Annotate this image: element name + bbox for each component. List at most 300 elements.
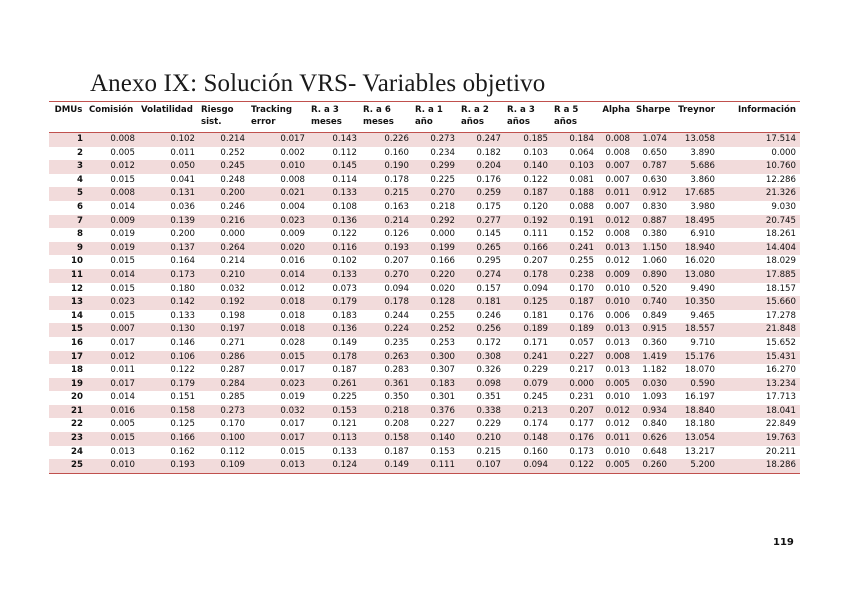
table-cell: 0.260 (634, 459, 671, 473)
table-cell: 0.000 (220, 229, 245, 240)
table-cell: 0.010 (605, 392, 630, 403)
table-cell: 9.465 (690, 310, 715, 321)
table-cell: 0.192 (199, 296, 249, 310)
table-cell: 20.745 (719, 215, 800, 229)
table-cell: 0.013 (605, 365, 630, 376)
table-cell: 0.376 (413, 405, 459, 419)
table-cell: 0.274 (459, 269, 505, 283)
table-cell: 0.176 (569, 310, 594, 321)
table-cell: 0.094 (384, 283, 409, 294)
table-cell: 0.139 (139, 215, 199, 229)
table-cell: 0.214 (361, 215, 413, 229)
column-header: R. a 6 meses (361, 102, 413, 133)
table-cell: 0.213 (505, 405, 552, 419)
table-cell: 0.113 (309, 432, 361, 446)
table-cell: 0.018 (249, 323, 309, 337)
table-cell: 0.153 (430, 446, 455, 457)
table-cell: 0.264 (199, 242, 249, 256)
table-cell: 0.217 (569, 365, 594, 376)
dmu-cell: 3 (49, 160, 87, 174)
table-row (49, 187, 800, 201)
table-cell: 0.253 (430, 337, 455, 348)
table-cell: 0.009 (598, 269, 634, 283)
table-cell: 0.126 (384, 229, 409, 240)
table-cell: 0.102 (332, 256, 357, 267)
table-cell: 0.007 (605, 174, 630, 185)
table-cell: 0.136 (309, 215, 361, 229)
table-row (49, 310, 800, 324)
table-cell: 0.241 (505, 351, 552, 365)
table-cell: 0.189 (505, 323, 552, 337)
table-cell: 0.164 (170, 256, 195, 267)
table-cell: 0.207 (523, 256, 548, 267)
table-cell: 6.910 (690, 229, 715, 240)
table-row (49, 255, 800, 269)
table-cell: 18.070 (684, 365, 715, 376)
table-cell: 0.149 (361, 459, 413, 473)
table-cell: 0.351 (476, 392, 501, 403)
table-row (49, 391, 800, 405)
table-cell: 0.023 (87, 296, 139, 310)
table-row (49, 269, 800, 283)
table-cell: 13.080 (671, 269, 719, 283)
table-cell: 0.360 (642, 337, 667, 348)
table-cell: 0.380 (642, 229, 667, 240)
table-cell: 0.270 (361, 269, 413, 283)
table-cell: 0.227 (430, 419, 455, 430)
column-header: R. a 1 año (413, 102, 459, 133)
table-cell: 0.008 (87, 187, 139, 201)
table-cell: 0.122 (332, 229, 357, 240)
table-cell: 0.300 (413, 351, 459, 365)
table-cell: 0.011 (598, 432, 634, 446)
table-cell: 0.226 (361, 133, 413, 147)
table-cell: 0.193 (361, 242, 413, 256)
table-cell: 15.431 (719, 351, 800, 365)
table-cell: 0.012 (605, 419, 630, 430)
table-cell: 0.235 (384, 337, 409, 348)
table-cell: 0.145 (476, 229, 501, 240)
table-cell: 0.231 (569, 392, 594, 403)
table-cell: 0.160 (523, 446, 548, 457)
table-cell: 0.013 (598, 242, 634, 256)
table-cell: 13.234 (719, 378, 800, 392)
dmu-cell: 5 (49, 187, 87, 201)
table-cell: 0.286 (199, 351, 249, 365)
table-cell: 0.133 (309, 269, 361, 283)
table-cell: 0.122 (523, 174, 548, 185)
table-cell: 0.178 (384, 174, 409, 185)
dmu-cell: 2 (77, 147, 83, 158)
table-cell: 20.211 (765, 446, 796, 457)
table-cell: 0.175 (476, 201, 501, 212)
table-cell: 0.163 (384, 201, 409, 212)
table-cell: 0.308 (459, 351, 505, 365)
table-cell: 19.763 (719, 432, 800, 446)
table-cell: 0.185 (505, 133, 552, 147)
table-cell: 0.017 (280, 419, 305, 430)
table-cell: 0.208 (384, 419, 409, 430)
table-cell: 0.245 (523, 392, 548, 403)
table-row (49, 323, 800, 337)
table-cell: 18.157 (765, 283, 796, 294)
table-cell: 0.181 (523, 310, 548, 321)
table-cell: 0.215 (476, 446, 501, 457)
dmu-cell: 14 (71, 310, 83, 321)
column-header: Información (719, 102, 800, 133)
column-header: R. a 2 años (459, 102, 505, 133)
table-row (49, 228, 800, 242)
table-cell: 0.014 (110, 392, 135, 403)
table-cell: 18.840 (671, 405, 719, 419)
table-cell: 0.017 (249, 432, 309, 446)
table-cell: 5.686 (671, 160, 719, 174)
table-row (49, 174, 800, 188)
dmu-cell: 21 (49, 405, 87, 419)
table-cell: 0.238 (552, 269, 598, 283)
column-header: Riesgo sist. (199, 102, 249, 133)
table-row (49, 446, 800, 460)
table-header-row (49, 102, 800, 133)
table-cell: 0.172 (476, 337, 501, 348)
table-cell: 13.217 (684, 446, 715, 457)
table-row (49, 364, 800, 378)
table-cell: 0.015 (110, 283, 135, 294)
table-cell: 0.015 (280, 446, 305, 457)
table-cell: 0.189 (552, 323, 598, 337)
table-cell: 0.198 (220, 310, 245, 321)
table-cell: 0.283 (384, 365, 409, 376)
table-cell: 0.019 (87, 242, 139, 256)
table-cell: 17.685 (671, 187, 719, 201)
table-cell: 1.074 (634, 133, 671, 147)
table-cell: 21.848 (719, 323, 800, 337)
table-cell: 0.245 (199, 160, 249, 174)
table-cell: 0.112 (332, 147, 357, 158)
table-cell: 0.273 (199, 405, 249, 419)
table-cell: 0.017 (87, 378, 139, 392)
table-cell: 0.015 (110, 174, 135, 185)
table-cell: 1.150 (634, 242, 671, 256)
table-cell: 0.187 (384, 446, 409, 457)
table-cell: 18.041 (719, 405, 800, 419)
table-cell: 0.143 (309, 133, 361, 147)
dmu-cell: 1 (49, 133, 87, 147)
table-cell: 0.261 (309, 378, 361, 392)
table-cell: 0.200 (199, 187, 249, 201)
table-cell: 0.016 (87, 405, 139, 419)
table-cell: 0.108 (332, 201, 357, 212)
table-cell: 0.178 (309, 351, 361, 365)
table-row (49, 405, 800, 419)
table-cell: 0.248 (220, 174, 245, 185)
table-cell: 0.849 (642, 310, 667, 321)
table-cell: 0.176 (476, 174, 501, 185)
table-cell: 0.630 (642, 174, 667, 185)
table-cell: 0.030 (634, 378, 671, 392)
table-cell: 0.229 (476, 419, 501, 430)
table-cell: 0.170 (220, 419, 245, 430)
table-cell: 0.648 (642, 446, 667, 457)
table-cell: 0.008 (280, 174, 305, 185)
table-cell: 0.124 (309, 459, 361, 473)
table-cell: 0.229 (523, 365, 548, 376)
table-cell: 0.255 (430, 310, 455, 321)
dmu-cell: 11 (49, 269, 87, 283)
table-cell: 0.193 (139, 459, 199, 473)
table-cell: 0.285 (220, 392, 245, 403)
table-cell: 0.007 (87, 323, 139, 337)
table-cell: 0.263 (361, 351, 413, 365)
table-row (49, 201, 800, 215)
table-cell: 0.008 (598, 133, 634, 147)
table-cell: 0.081 (569, 174, 594, 185)
page-title: Anexo IX: Solución VRS- Variables objetivo (90, 70, 546, 97)
dmu-cell: 22 (71, 419, 83, 430)
table-cell: 0.130 (139, 323, 199, 337)
table-cell: 0.181 (459, 296, 505, 310)
table-cell: 0.187 (332, 365, 357, 376)
table-cell: 0.218 (361, 405, 413, 419)
table-cell: 0.158 (139, 405, 199, 419)
table-cell: 0.122 (170, 365, 195, 376)
table-cell: 18.029 (765, 256, 796, 267)
table-cell: 1.419 (634, 351, 671, 365)
table-cell: 14.404 (719, 242, 800, 256)
table-cell: 0.012 (280, 283, 305, 294)
table-cell: 0.146 (170, 337, 195, 348)
table-cell: 0.100 (199, 432, 249, 446)
dmu-cell: 8 (77, 229, 83, 240)
table-cell: 1.182 (642, 365, 667, 376)
table-cell: 0.064 (569, 147, 594, 158)
table-cell: 0.116 (309, 242, 361, 256)
table-cell: 0.142 (139, 296, 199, 310)
table-cell: 0.214 (199, 133, 249, 147)
table-cell: 0.018 (280, 310, 305, 321)
table-cell: 0.000 (430, 229, 455, 240)
table-cell: 0.015 (110, 310, 135, 321)
table-cell: 0.180 (170, 283, 195, 294)
table-cell: 0.008 (87, 133, 139, 147)
table-cell: 17.713 (765, 392, 796, 403)
table-row (49, 133, 800, 147)
table-cell: 0.160 (384, 147, 409, 158)
column-header: DMUs (49, 102, 87, 133)
table-cell: 0.002 (280, 147, 305, 158)
table-cell: 0.133 (332, 446, 357, 457)
table-cell: 0.079 (505, 378, 552, 392)
table-cell: 18.180 (684, 419, 715, 430)
table-cell: 17.885 (719, 269, 800, 283)
table-cell: 0.158 (361, 432, 413, 446)
table-row (49, 459, 800, 473)
table-cell: 0.247 (459, 133, 505, 147)
table-cell: 0.015 (87, 432, 139, 446)
table-cell: 0.013 (249, 459, 309, 473)
table-cell: 0.590 (671, 378, 719, 392)
column-header: Alpha (598, 102, 634, 133)
table-cell: 0.012 (598, 405, 634, 419)
table-cell: 0.111 (523, 229, 548, 240)
table-cell: 0.220 (413, 269, 459, 283)
table-cell: 0.307 (430, 365, 455, 376)
table-cell: 0.287 (220, 365, 245, 376)
table-cell: 0.011 (170, 147, 195, 158)
table-cell: 0.192 (505, 215, 552, 229)
table-cell: 0.010 (605, 283, 630, 294)
table-cell: 0.109 (199, 459, 249, 473)
results-table (49, 101, 800, 474)
table-cell: 0.114 (332, 174, 357, 185)
table-cell: 0.128 (413, 296, 459, 310)
table-cell: 0.094 (523, 283, 548, 294)
table-cell: 18.557 (671, 323, 719, 337)
table-cell: 0.173 (139, 269, 199, 283)
table-row (49, 147, 800, 161)
table-cell: 0.214 (220, 256, 245, 267)
table-cell: 0.210 (459, 432, 505, 446)
table-cell: 0.244 (384, 310, 409, 321)
table-cell: 15.660 (719, 296, 800, 310)
table-cell: 16.020 (684, 256, 715, 267)
table-cell: 0.017 (110, 337, 135, 348)
table-cell: 0.009 (87, 215, 139, 229)
table-cell: 0.246 (220, 201, 245, 212)
table-cell: 13.058 (671, 133, 719, 147)
table-cell: 0.013 (605, 337, 630, 348)
table-cell: 12.286 (765, 174, 796, 185)
table-cell: 0.256 (459, 323, 505, 337)
table-cell: 0.520 (642, 283, 667, 294)
table-cell: 0.007 (605, 201, 630, 212)
table-cell: 0.137 (139, 242, 199, 256)
table-cell: 10.350 (671, 296, 719, 310)
table-cell: 0.151 (170, 392, 195, 403)
table-cell: 0.153 (309, 405, 361, 419)
column-header: Comisión (87, 102, 139, 133)
table-row (49, 378, 800, 392)
table-cell: 0.199 (413, 242, 459, 256)
table-cell: 0.246 (476, 310, 501, 321)
table-cell: 16.197 (684, 392, 715, 403)
table-cell: 0.010 (605, 446, 630, 457)
table-cell: 0.140 (505, 160, 552, 174)
column-header: Sharpe (634, 102, 671, 133)
table-cell: 0.215 (361, 187, 413, 201)
column-header: Volatilidad (139, 102, 199, 133)
table-cell: 0.140 (413, 432, 459, 446)
table-cell: 0.284 (199, 378, 249, 392)
dmu-cell: 13 (49, 296, 87, 310)
table-cell: 0.041 (170, 174, 195, 185)
table-cell: 0.148 (505, 432, 552, 446)
table-cell: 0.131 (139, 187, 199, 201)
table-cell: 0.000 (771, 147, 796, 158)
table-cell: 0.005 (110, 419, 135, 430)
table-cell: 10.760 (719, 160, 800, 174)
table-cell: 0.057 (569, 337, 594, 348)
table-cell: 0.934 (634, 405, 671, 419)
table-cell: 0.204 (459, 160, 505, 174)
table-cell: 18.261 (765, 229, 796, 240)
table-cell: 0.301 (430, 392, 455, 403)
table-cell: 0.162 (170, 446, 195, 457)
table-cell: 0.018 (249, 296, 309, 310)
dmu-cell: 4 (77, 174, 83, 185)
table-cell: 0.915 (634, 323, 671, 337)
table-cell: 0.103 (552, 160, 598, 174)
table-cell: 0.292 (413, 215, 459, 229)
table-cell: 0.032 (249, 405, 309, 419)
table-cell: 0.273 (413, 133, 459, 147)
table-cell: 0.184 (552, 133, 598, 147)
dmu-cell: 6 (77, 201, 83, 212)
table-cell: 0.020 (430, 283, 455, 294)
table-cell: 0.174 (523, 419, 548, 430)
table-row (49, 215, 800, 229)
table-cell: 0.009 (280, 229, 305, 240)
table-cell: 0.183 (413, 378, 459, 392)
table-row (49, 283, 800, 297)
table-cell: 0.166 (430, 256, 455, 267)
table-cell: 1.093 (642, 392, 667, 403)
table-cell: 0.019 (110, 229, 135, 240)
table-cell: 0.032 (220, 283, 245, 294)
table-cell: 0.122 (552, 459, 598, 473)
dmu-cell: 15 (49, 323, 87, 337)
table-cell: 0.121 (332, 419, 357, 430)
table-cell: 0.171 (523, 337, 548, 348)
column-header: R. a 3 meses (309, 102, 361, 133)
table-cell: 0.015 (110, 256, 135, 267)
table-cell: 0.265 (459, 242, 505, 256)
table-cell: 0.014 (110, 201, 135, 212)
table-cell: 0.023 (249, 378, 309, 392)
table-cell: 0.178 (361, 296, 413, 310)
table-cell: 0.028 (280, 337, 305, 348)
table-cell: 0.259 (459, 187, 505, 201)
table-cell: 0.207 (552, 405, 598, 419)
table-cell: 0.007 (598, 160, 634, 174)
table-cell: 1.060 (642, 256, 667, 267)
table-cell: 0.005 (598, 459, 634, 473)
table-row (49, 351, 800, 365)
table-body (49, 133, 800, 474)
table-cell: 0.010 (249, 160, 309, 174)
table-cell: 0.626 (634, 432, 671, 446)
table-cell: 0.015 (249, 351, 309, 365)
table-cell: 0.179 (309, 296, 361, 310)
table-cell: 22.849 (765, 419, 796, 430)
table-cell: 0.008 (605, 147, 630, 158)
table-cell: 0.218 (430, 201, 455, 212)
table-cell: 0.350 (384, 392, 409, 403)
table-cell: 0.830 (642, 201, 667, 212)
table-cell: 0.098 (459, 378, 505, 392)
table-cell: 0.157 (476, 283, 501, 294)
table-cell: 0.197 (199, 323, 249, 337)
table-cell: 0.178 (505, 269, 552, 283)
table-cell: 0.182 (476, 147, 501, 158)
table-cell: 0.111 (413, 459, 459, 473)
table-cell: 0.225 (332, 392, 357, 403)
table-cell: 0.188 (552, 187, 598, 201)
table-cell: 3.860 (690, 174, 715, 185)
table-cell: 0.271 (220, 337, 245, 348)
table-cell: 0.125 (505, 296, 552, 310)
table-cell: 0.227 (552, 351, 598, 365)
